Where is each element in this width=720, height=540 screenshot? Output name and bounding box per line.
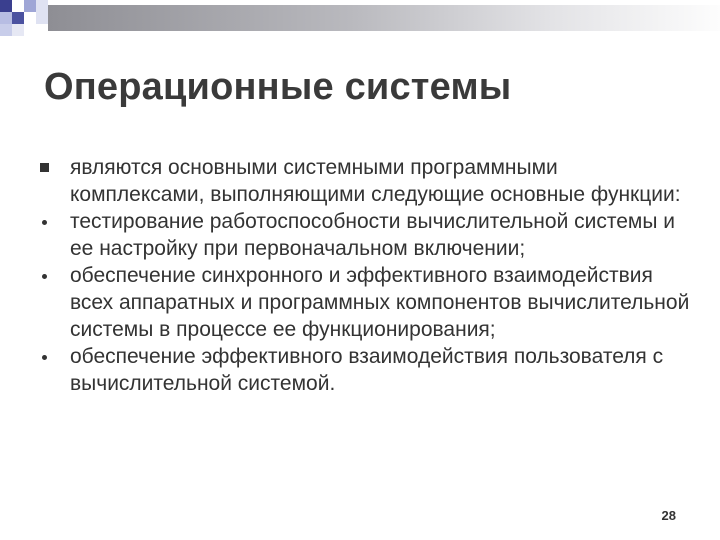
decor-square [12, 12, 24, 24]
dot-bullet-icon [42, 274, 47, 279]
decor-square [0, 24, 12, 36]
header-gradient-band [48, 5, 720, 31]
decor-square [24, 0, 36, 12]
list-item [40, 208, 690, 262]
decor-square [0, 12, 12, 24]
decor-square [12, 0, 24, 12]
list-item [40, 154, 690, 208]
list-item-text: тестирование работоспособности вычислительной системы и ее настройку при первоначальном включении; [70, 210, 676, 260]
decor-square [12, 24, 24, 36]
dot-bullet-icon [42, 355, 47, 360]
decor-square [36, 0, 48, 24]
decor-square [0, 0, 12, 12]
decor-square [24, 12, 36, 24]
list-item [40, 262, 690, 343]
dot-bullet-icon [42, 220, 47, 225]
list-item-text: обеспечение синхронного и эффективного взаимодействия всех аппаратных и программных компонентов вычислительной системы в процессе ее функционирования; [70, 264, 690, 341]
square-bullet-icon [40, 163, 49, 172]
page-number: 28 [661, 508, 676, 523]
list-item [40, 343, 690, 397]
bullet-list [40, 154, 690, 397]
list-item-text: обеспечение эффективного взаимодействия пользователя с вычислительной системой. [70, 345, 664, 395]
slide-title: Операционные системы [44, 66, 512, 108]
list-item-text: являются основными системными программными комплексами, выполняющими следующие основные функции: [70, 156, 681, 206]
